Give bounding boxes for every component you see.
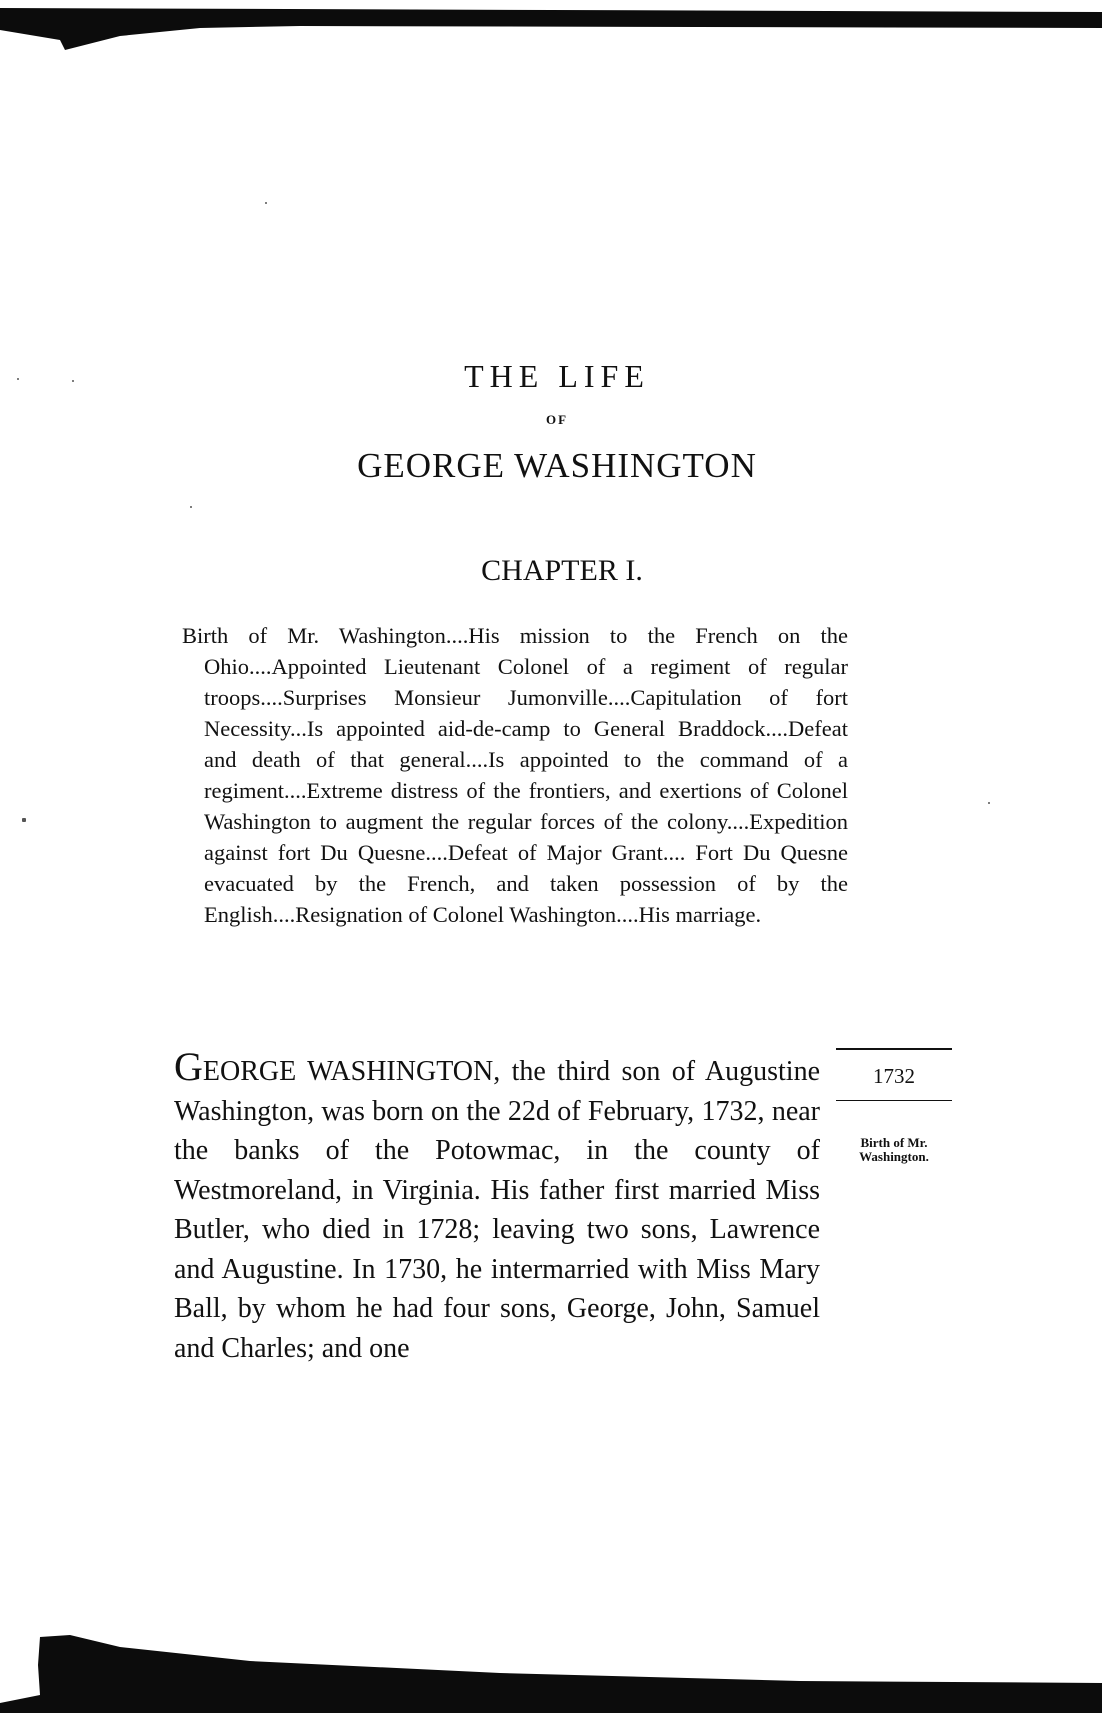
paper-speck xyxy=(988,802,990,804)
book-title: THE LIFE xyxy=(464,358,650,394)
drop-cap: G xyxy=(174,1044,203,1089)
title-connector: OF xyxy=(545,412,569,427)
margin-note-line: Washington. xyxy=(859,1149,929,1164)
margin-note-line: Birth of Mr. xyxy=(860,1135,928,1150)
paper-speck xyxy=(22,818,26,822)
chapter-summary: Birth of Mr. Washington....His mission to the French on the Ohio....Appointed Lieutenant Colonel of a regiment of regular troops....Surprises Monsieur Jumonville....Capitulation of fort Necessity...Is appointed aid-de-camp to General Braddock....Defeat and death of that general....Is appointed to the command of a regiment....Extreme distress of the frontiers, and exertions of Colonel Washington to augment the regular forces of the colony....Expedition against fort Du Quesne....Defeat of Major Grant.... Fort Du Quesne evacuated by the French, and taken possession of by the English....Resignation of Colonel Washington....His marriage. xyxy=(182,623,848,927)
body-paragraph xyxy=(174,1044,820,1368)
paragraph-text: the third son of Augustine Washington, was born on the 22d of February, 1732, near the banks of the Potowmac, in the county of Westmoreland, in Virginia. His father first married Miss Butler, who died in 1728; leaving two sons, Lawrence and Augustine. In 1730, he intermarried with Miss Mary Ball, by whom he had four sons, George, John, Samuel and Charles; and one xyxy=(174,1056,820,1364)
margin-note xyxy=(833,1136,955,1164)
top-page-edge-shadow xyxy=(0,0,1102,60)
margin-year: 1732 xyxy=(836,1048,952,1101)
book-subject: GEORGE WASHINGTON xyxy=(357,446,757,485)
chapter-heading: CHAPTER I. xyxy=(481,554,643,587)
paper-speck xyxy=(190,506,192,508)
opening-caps: EORGE WASHINGTON, xyxy=(202,1056,501,1087)
paper-speck xyxy=(265,202,267,204)
bottom-page-edge-shadow xyxy=(0,1625,1102,1713)
